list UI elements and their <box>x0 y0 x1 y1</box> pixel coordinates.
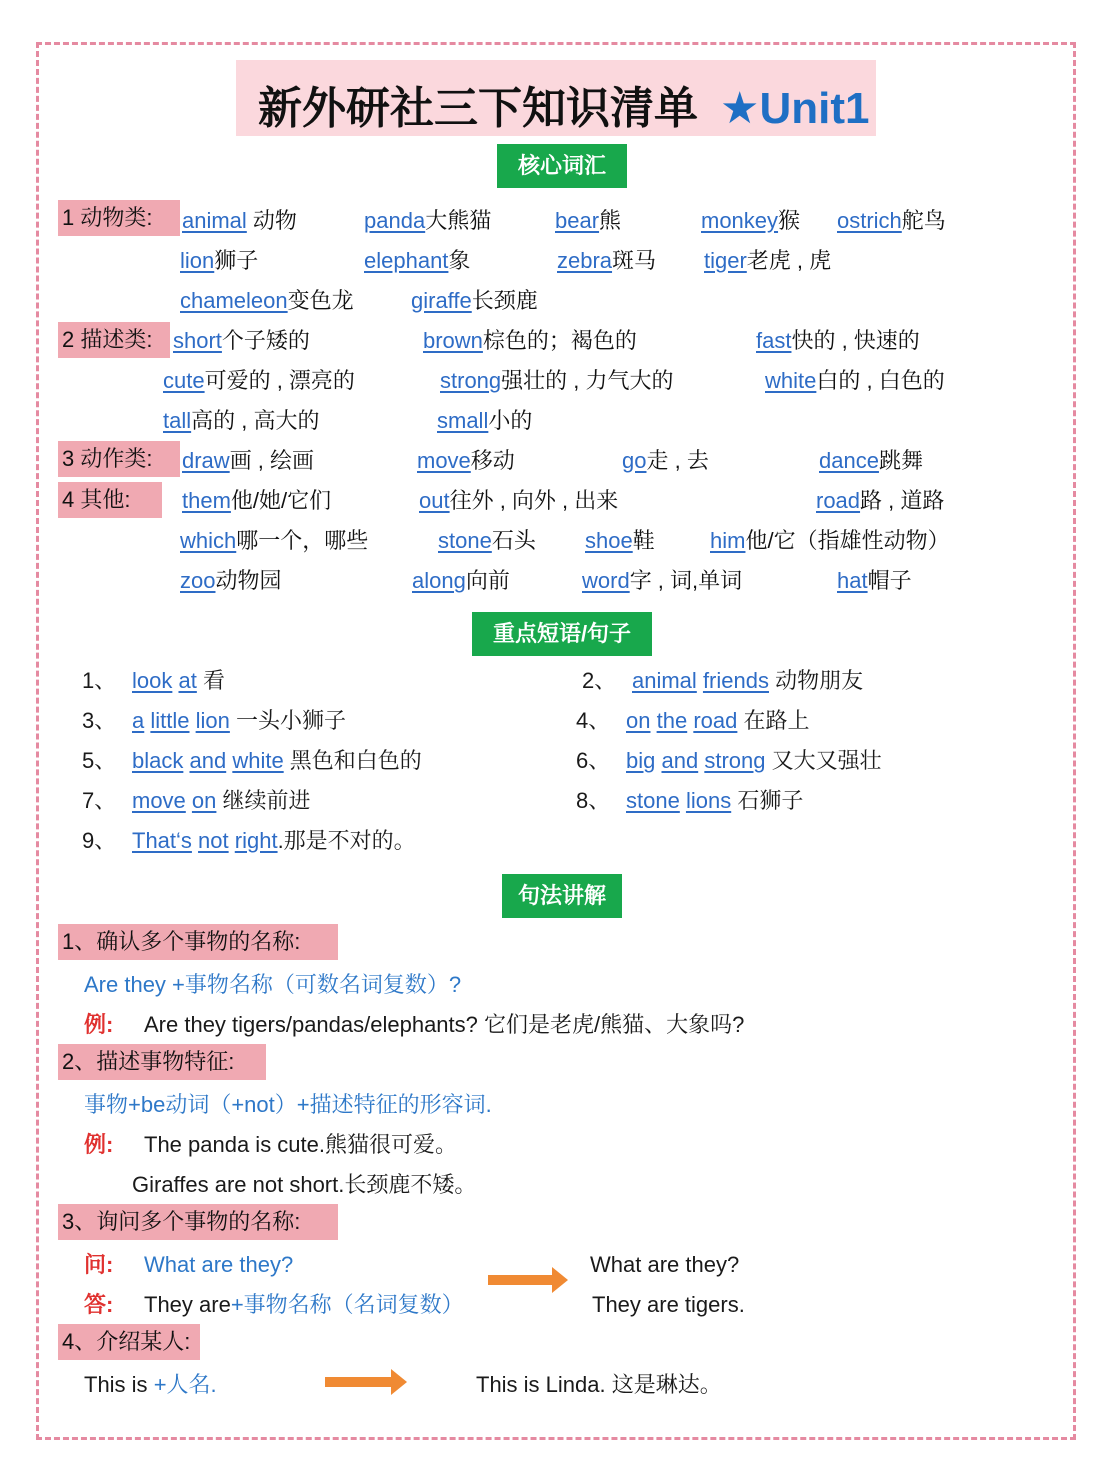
vocab-meaning: 棕色的；褐色的 <box>482 328 637 353</box>
vocab-meaning: 象 <box>448 248 471 273</box>
vocab-word: shoe <box>585 528 633 553</box>
vocab-word: which <box>180 528 237 553</box>
vocab-item-stone <box>438 526 536 556</box>
phrase-word: That‘s <box>132 828 192 853</box>
vocab-item-word <box>582 566 742 596</box>
phrase-meaning: 继续前进 <box>216 788 311 813</box>
phrase-item <box>82 786 311 816</box>
vocab-item-shoe <box>585 526 655 556</box>
vocab-word: monkey <box>701 208 779 233</box>
phrase-number: 8、 <box>576 788 611 813</box>
vocab-item-chameleon <box>180 286 354 316</box>
vocab-meaning: 斑马 <box>612 248 657 273</box>
grammar-point-2-rule: 事物+be动词（+not）+描述特征的形容词. <box>84 1092 492 1117</box>
phrase-item <box>582 666 863 696</box>
vocab-item-animal <box>182 206 297 236</box>
vocab-meaning: 舵鸟 <box>901 208 946 233</box>
phrase-meaning: 动物朋友 <box>768 668 864 693</box>
phrase-number: 6、 <box>576 748 611 773</box>
vocab-meaning: 狮子 <box>214 248 259 273</box>
grammar-point-3-title: 3、询问多个事物的名称: <box>58 1204 338 1240</box>
phrase-word: white <box>232 748 284 773</box>
vocab-meaning: 路 , 道路 <box>860 488 945 513</box>
phrase-word: strong <box>704 748 766 773</box>
vocab-word: cute <box>163 368 205 393</box>
vocab-word: bear <box>555 208 600 233</box>
phrase-word: stone <box>626 788 680 813</box>
grammar-point-1-rule: Are they +事物名称（可数名词复数）? <box>84 972 462 997</box>
section-grammar: 句法讲解 <box>502 874 622 918</box>
vocab-meaning: 鞋 <box>632 528 655 553</box>
vocab-item-elephant <box>364 246 470 276</box>
vocab-word: zebra <box>557 248 613 273</box>
vocab-item-tall <box>163 406 319 436</box>
grammar-point-2-example-2: Giraffes are not short.长颈鹿不矮。 <box>132 1172 477 1197</box>
phrase-word: and <box>189 748 227 773</box>
vocab-meaning: 移动 <box>470 448 515 473</box>
phrase-word: lion <box>195 708 230 733</box>
vocab-item-him <box>710 526 950 556</box>
vocab-word: giraffe <box>411 288 472 313</box>
grammar-point-4-example: This is Linda. 这是琳达。 <box>476 1372 722 1397</box>
vocab-word: out <box>419 488 450 513</box>
vocab-word: strong <box>440 368 502 393</box>
vocab-word: zoo <box>180 568 216 593</box>
phrase-item <box>82 826 416 856</box>
vocab-meaning: 高的 , 高大的 <box>191 408 320 433</box>
phrase-number: 7、 <box>82 788 117 813</box>
vocab-meaning: 字 , 词,单词 <box>629 568 743 593</box>
vocab-item-out <box>419 486 618 516</box>
vocab-meaning: 画 , 绘画 <box>229 448 315 473</box>
phrase-meaning: 石狮子 <box>731 788 804 813</box>
category-other: 4 其他: <box>58 482 162 518</box>
phrase-word: a <box>132 708 145 733</box>
vocab-word: elephant <box>364 248 449 273</box>
vocab-meaning: 动物园 <box>215 568 282 593</box>
phrase-number: 4、 <box>576 708 611 733</box>
vocab-item-zebra <box>557 246 656 276</box>
phrase-word: move <box>132 788 186 813</box>
phrase-word: animal <box>632 668 697 693</box>
page-title: 新外研社三下知识清单 ★Unit1 <box>258 84 870 133</box>
example-label: 例: <box>84 1012 114 1037</box>
phrase-meaning: 又大又强壮 <box>765 748 882 773</box>
vocab-item-move <box>417 446 515 476</box>
question-label: 问: <box>84 1252 114 1277</box>
vocab-meaning: 走 , 去 <box>646 448 709 473</box>
vocab-meaning: 猴 <box>778 208 801 233</box>
vocab-word: chameleon <box>180 288 288 313</box>
vocab-meaning: 快的 , 快速的 <box>791 328 920 353</box>
arrow-right-icon <box>325 1377 393 1387</box>
vocab-item-dance <box>819 446 923 476</box>
phrase-word: lions <box>685 788 732 813</box>
phrase-item <box>82 666 225 696</box>
vocab-meaning: 跳舞 <box>878 448 923 473</box>
vocab-meaning: 向前 <box>465 568 510 593</box>
vocab-word: lion <box>180 248 215 273</box>
phrase-meaning: 黑色和白色的 <box>283 748 422 773</box>
vocab-item-them <box>182 486 331 516</box>
vocab-meaning: 往外 , 向外 , 出来 <box>449 488 619 513</box>
category-animals: 1 动物类: <box>58 200 180 236</box>
vocab-meaning: 石头 <box>491 528 536 553</box>
vocab-meaning: 变色龙 <box>287 288 354 313</box>
vocab-meaning: 小的 <box>488 408 533 433</box>
category-actions: 3 动作类: <box>58 441 180 477</box>
vocab-word: short <box>173 328 222 353</box>
phrase-number: 1、 <box>82 668 117 693</box>
phrase-word: at <box>178 668 197 693</box>
phrase-word: road <box>693 708 738 733</box>
vocab-item-go <box>622 446 709 476</box>
phrase-meaning: .那是不对的。 <box>277 828 416 853</box>
vocab-item-small <box>437 406 532 436</box>
phrase-word: friends <box>702 668 769 693</box>
vocab-word: animal <box>182 208 247 233</box>
phrase-item <box>576 786 803 816</box>
vocab-meaning: 长颈鹿 <box>471 288 538 313</box>
vocab-meaning: 动物 <box>246 208 297 233</box>
vocab-word: them <box>182 488 231 513</box>
vocab-word: white <box>765 368 817 393</box>
vocab-meaning: 大熊猫 <box>425 208 492 233</box>
vocab-item-fast <box>756 326 920 356</box>
vocab-item-tiger <box>704 246 831 276</box>
phrase-word: big <box>626 748 656 773</box>
example-label: 例: <box>84 1132 114 1157</box>
vocab-item-draw <box>182 446 314 476</box>
phrase-meaning: 在路上 <box>737 708 810 733</box>
vocab-meaning: 他/她/它们 <box>230 488 332 513</box>
vocab-word: panda <box>364 208 426 233</box>
vocab-word: move <box>417 448 471 473</box>
answer-label: 答: <box>84 1292 114 1317</box>
vocab-word: tiger <box>704 248 747 273</box>
vocab-word: dance <box>819 448 879 473</box>
grammar-point-1-example: Are they tigers/pandas/elephants? 它们是老虎/熊猫、大象吗? <box>144 1012 745 1037</box>
phrase-item <box>82 706 346 736</box>
phrase-word: on <box>626 708 651 733</box>
vocab-meaning: 他/它（指雄性动物） <box>745 528 950 553</box>
phrase-word: on <box>191 788 217 813</box>
grammar-point-3-question-example: What are they? <box>590 1252 740 1277</box>
vocab-item-along <box>412 566 510 596</box>
section-phrases: 重点短语/句子 <box>472 612 652 656</box>
phrase-word: the <box>656 708 688 733</box>
vocab-item-short <box>173 326 310 356</box>
unit-label: ★Unit1 <box>720 84 870 133</box>
arrow-right-icon <box>488 1275 554 1285</box>
vocab-item-giraffe <box>411 286 538 316</box>
vocab-word: fast <box>756 328 792 353</box>
vocab-word: brown <box>423 328 483 353</box>
vocab-meaning: 熊 <box>599 208 622 233</box>
vocab-item-bear <box>555 206 621 236</box>
section-vocab: 核心词汇 <box>497 144 627 188</box>
grammar-point-2-example-1: The panda is cute.熊猫很可爱。 <box>144 1132 458 1157</box>
vocab-item-cute <box>163 366 355 396</box>
vocab-item-which <box>180 526 368 556</box>
phrase-item <box>576 706 810 736</box>
grammar-point-3-answer: They are+事物名称（名词复数） <box>144 1292 464 1317</box>
vocab-word: ostrich <box>837 208 902 233</box>
phrase-meaning: 一头小狮子 <box>229 708 346 733</box>
vocab-meaning: 帽子 <box>867 568 912 593</box>
vocab-meaning: 可爱的 , 漂亮的 <box>204 368 355 393</box>
category-descriptive: 2 描述类: <box>58 322 170 358</box>
vocab-word: word <box>582 568 630 593</box>
vocab-word: hat <box>837 568 868 593</box>
vocab-word: draw <box>182 448 230 473</box>
vocab-item-lion <box>180 246 258 276</box>
phrase-word: look <box>132 668 173 693</box>
vocab-word: him <box>710 528 746 553</box>
phrase-word: right <box>234 828 278 853</box>
phrase-number: 2、 <box>582 668 617 693</box>
grammar-point-1-title: 1、确认多个事物的名称: <box>58 924 338 960</box>
vocab-item-white <box>765 366 945 396</box>
vocab-word: stone <box>438 528 492 553</box>
vocab-word: tall <box>163 408 192 433</box>
vocab-item-ostrich <box>837 206 946 236</box>
phrase-number: 3、 <box>82 708 117 733</box>
grammar-point-4-title: 4、介绍某人: <box>58 1324 200 1360</box>
vocab-word: go <box>622 448 647 473</box>
vocab-meaning: 哪一个，哪些 <box>236 528 369 553</box>
vocab-item-strong <box>440 366 674 396</box>
phrase-word: and <box>661 748 699 773</box>
vocab-item-zoo <box>180 566 282 596</box>
phrase-item <box>576 746 882 776</box>
grammar-point-3-answer-example: They are tigers. <box>592 1292 745 1317</box>
vocab-item-road <box>816 486 944 516</box>
phrase-word: little <box>150 708 190 733</box>
phrase-number: 9、 <box>82 828 117 853</box>
vocab-meaning: 老虎 , 虎 <box>746 248 832 273</box>
grammar-point-3-question: What are they? <box>144 1252 294 1277</box>
grammar-point-4-rule: This is +人名. <box>84 1372 217 1397</box>
grammar-point-2-title: 2、描述事物特征: <box>58 1044 266 1080</box>
vocab-item-brown <box>423 326 637 356</box>
vocab-word: small <box>437 408 489 433</box>
phrase-meaning: 看 <box>196 668 225 693</box>
vocab-item-monkey <box>701 206 800 236</box>
vocab-meaning: 个子矮的 <box>221 328 310 353</box>
vocab-meaning: 强壮的 , 力气大的 <box>501 368 674 393</box>
phrase-word: not <box>198 828 229 853</box>
phrase-number: 5、 <box>82 748 117 773</box>
phrase-item <box>82 746 422 776</box>
vocab-word: road <box>816 488 861 513</box>
vocab-item-panda <box>364 206 491 236</box>
vocab-meaning: 白的 , 白色的 <box>816 368 945 393</box>
vocab-item-hat <box>837 566 912 596</box>
vocab-word: along <box>412 568 466 593</box>
phrase-word: black <box>132 748 184 773</box>
